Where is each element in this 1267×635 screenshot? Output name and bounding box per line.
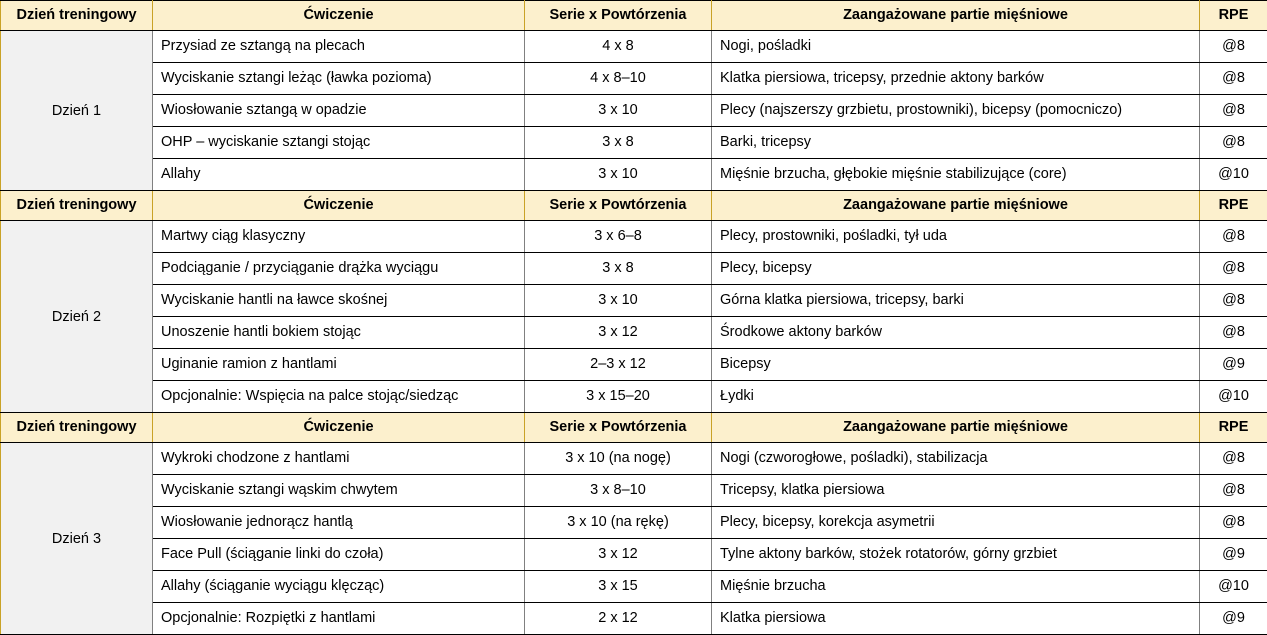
column-header-day: Dzień treningowy bbox=[1, 413, 153, 443]
rpe-cell: @8 bbox=[1200, 221, 1267, 253]
exercise-cell: Uginanie ramion z hantlami bbox=[153, 349, 525, 381]
table-row bbox=[1, 317, 1267, 349]
exercise-cell: OHP – wyciskanie sztangi stojąc bbox=[153, 127, 525, 159]
sets-cell: 3 x 15–20 bbox=[525, 381, 712, 413]
exercise-cell: Wyciskanie hantli na ławce skośnej bbox=[153, 285, 525, 317]
muscles-cell: Bicepsy bbox=[712, 349, 1200, 381]
table-header-row bbox=[1, 191, 1267, 221]
column-header-muscles: Zaangażowane partie mięśniowe bbox=[712, 191, 1200, 221]
sets-cell: 3 x 10 (na nogę) bbox=[525, 443, 712, 475]
table-row bbox=[1, 539, 1267, 571]
muscles-cell: Tylne aktony barków, stożek rotatorów, górny grzbiet bbox=[712, 539, 1200, 571]
exercise-cell: Wykroki chodzone z hantlami bbox=[153, 443, 525, 475]
rpe-cell: @8 bbox=[1200, 317, 1267, 349]
rpe-cell: @8 bbox=[1200, 63, 1267, 95]
exercise-cell: Wyciskanie sztangi wąskim chwytem bbox=[153, 475, 525, 507]
rpe-cell: @8 bbox=[1200, 475, 1267, 507]
table-row bbox=[1, 443, 1267, 475]
table-row bbox=[1, 349, 1267, 381]
table-body bbox=[1, 1, 1267, 635]
sets-cell: 3 x 12 bbox=[525, 539, 712, 571]
sets-cell: 3 x 8–10 bbox=[525, 475, 712, 507]
table-row bbox=[1, 95, 1267, 127]
day-label-cell: Dzień 2 bbox=[1, 221, 153, 413]
exercise-cell: Allahy (ściąganie wyciągu klęcząc) bbox=[153, 571, 525, 603]
muscles-cell: Barki, tricepsy bbox=[712, 127, 1200, 159]
rpe-cell: @8 bbox=[1200, 31, 1267, 63]
exercise-cell: Wiosłowanie jednorącz hantlą bbox=[153, 507, 525, 539]
table-header-row bbox=[1, 413, 1267, 443]
exercise-cell: Martwy ciąg klasyczny bbox=[153, 221, 525, 253]
column-header-exercise: Ćwiczenie bbox=[153, 1, 525, 31]
sets-cell: 3 x 15 bbox=[525, 571, 712, 603]
sets-cell: 3 x 10 bbox=[525, 159, 712, 191]
muscles-cell: Klatka piersiowa, tricepsy, przednie aktony barków bbox=[712, 63, 1200, 95]
sets-cell: 3 x 10 bbox=[525, 95, 712, 127]
exercise-cell: Unoszenie hantli bokiem stojąc bbox=[153, 317, 525, 349]
column-header-sets: Serie x Powtórzenia bbox=[525, 1, 712, 31]
exercise-cell: Podciąganie / przyciąganie drążka wyciągu bbox=[153, 253, 525, 285]
exercise-cell: Allahy bbox=[153, 159, 525, 191]
column-header-rpe: RPE bbox=[1200, 413, 1267, 443]
exercise-cell: Face Pull (ściąganie linki do czoła) bbox=[153, 539, 525, 571]
table-row bbox=[1, 381, 1267, 413]
rpe-cell: @8 bbox=[1200, 95, 1267, 127]
muscles-cell: Nogi (czworogłowe, pośladki), stabilizacja bbox=[712, 443, 1200, 475]
column-header-rpe: RPE bbox=[1200, 191, 1267, 221]
rpe-cell: @10 bbox=[1200, 381, 1267, 413]
column-header-day: Dzień treningowy bbox=[1, 1, 153, 31]
sets-cell: 2 x 12 bbox=[525, 603, 712, 635]
muscles-cell: Środkowe aktony barków bbox=[712, 317, 1200, 349]
rpe-cell: @9 bbox=[1200, 603, 1267, 635]
muscles-cell: Plecy (najszerszy grzbietu, prostowniki), bicepsy (pomocniczo) bbox=[712, 95, 1200, 127]
rpe-cell: @9 bbox=[1200, 539, 1267, 571]
column-header-exercise: Ćwiczenie bbox=[153, 413, 525, 443]
muscles-cell: Plecy, bicepsy, korekcja asymetrii bbox=[712, 507, 1200, 539]
column-header-rpe: RPE bbox=[1200, 1, 1267, 31]
day-label-cell: Dzień 3 bbox=[1, 443, 153, 635]
sets-cell: 3 x 10 (na rękę) bbox=[525, 507, 712, 539]
exercise-cell: Wiosłowanie sztangą w opadzie bbox=[153, 95, 525, 127]
column-header-muscles: Zaangażowane partie mięśniowe bbox=[712, 413, 1200, 443]
column-header-muscles: Zaangażowane partie mięśniowe bbox=[712, 1, 1200, 31]
exercise-cell: Opcjonalnie: Wspięcia na palce stojąc/siedząc bbox=[153, 381, 525, 413]
rpe-cell: @8 bbox=[1200, 253, 1267, 285]
table-header-row bbox=[1, 1, 1267, 31]
table-row bbox=[1, 507, 1267, 539]
muscles-cell: Plecy, bicepsy bbox=[712, 253, 1200, 285]
rpe-cell: @9 bbox=[1200, 349, 1267, 381]
table-row bbox=[1, 285, 1267, 317]
muscles-cell: Plecy, prostowniki, pośladki, tył uda bbox=[712, 221, 1200, 253]
sets-cell: 3 x 8 bbox=[525, 253, 712, 285]
sets-cell: 3 x 10 bbox=[525, 285, 712, 317]
muscles-cell: Mięśnie brzucha, głębokie mięśnie stabilizujące (core) bbox=[712, 159, 1200, 191]
sets-cell: 3 x 8 bbox=[525, 127, 712, 159]
exercise-cell: Opcjonalnie: Rozpiętki z hantlami bbox=[153, 603, 525, 635]
rpe-cell: @8 bbox=[1200, 127, 1267, 159]
column-header-exercise: Ćwiczenie bbox=[153, 191, 525, 221]
column-header-sets: Serie x Powtórzenia bbox=[525, 191, 712, 221]
table-row bbox=[1, 253, 1267, 285]
sets-cell: 2–3 x 12 bbox=[525, 349, 712, 381]
table-row bbox=[1, 31, 1267, 63]
sets-cell: 4 x 8–10 bbox=[525, 63, 712, 95]
exercise-cell: Przysiad ze sztangą na plecach bbox=[153, 31, 525, 63]
muscles-cell: Górna klatka piersiowa, tricepsy, barki bbox=[712, 285, 1200, 317]
table-row bbox=[1, 63, 1267, 95]
table-row bbox=[1, 571, 1267, 603]
table-row bbox=[1, 159, 1267, 191]
muscles-cell: Tricepsy, klatka piersiowa bbox=[712, 475, 1200, 507]
sets-cell: 3 x 6–8 bbox=[525, 221, 712, 253]
column-header-sets: Serie x Powtórzenia bbox=[525, 413, 712, 443]
muscles-cell: Klatka piersiowa bbox=[712, 603, 1200, 635]
rpe-cell: @8 bbox=[1200, 443, 1267, 475]
exercise-cell: Wyciskanie sztangi leżąc (ławka pozioma) bbox=[153, 63, 525, 95]
muscles-cell: Łydki bbox=[712, 381, 1200, 413]
table-row bbox=[1, 603, 1267, 635]
column-header-day: Dzień treningowy bbox=[1, 191, 153, 221]
table-row bbox=[1, 127, 1267, 159]
sets-cell: 4 x 8 bbox=[525, 31, 712, 63]
rpe-cell: @8 bbox=[1200, 285, 1267, 317]
rpe-cell: @10 bbox=[1200, 159, 1267, 191]
muscles-cell: Mięśnie brzucha bbox=[712, 571, 1200, 603]
table-row bbox=[1, 475, 1267, 507]
sets-cell: 3 x 12 bbox=[525, 317, 712, 349]
rpe-cell: @8 bbox=[1200, 507, 1267, 539]
muscles-cell: Nogi, pośladki bbox=[712, 31, 1200, 63]
rpe-cell: @10 bbox=[1200, 571, 1267, 603]
table-row bbox=[1, 221, 1267, 253]
day-label-cell: Dzień 1 bbox=[1, 31, 153, 191]
